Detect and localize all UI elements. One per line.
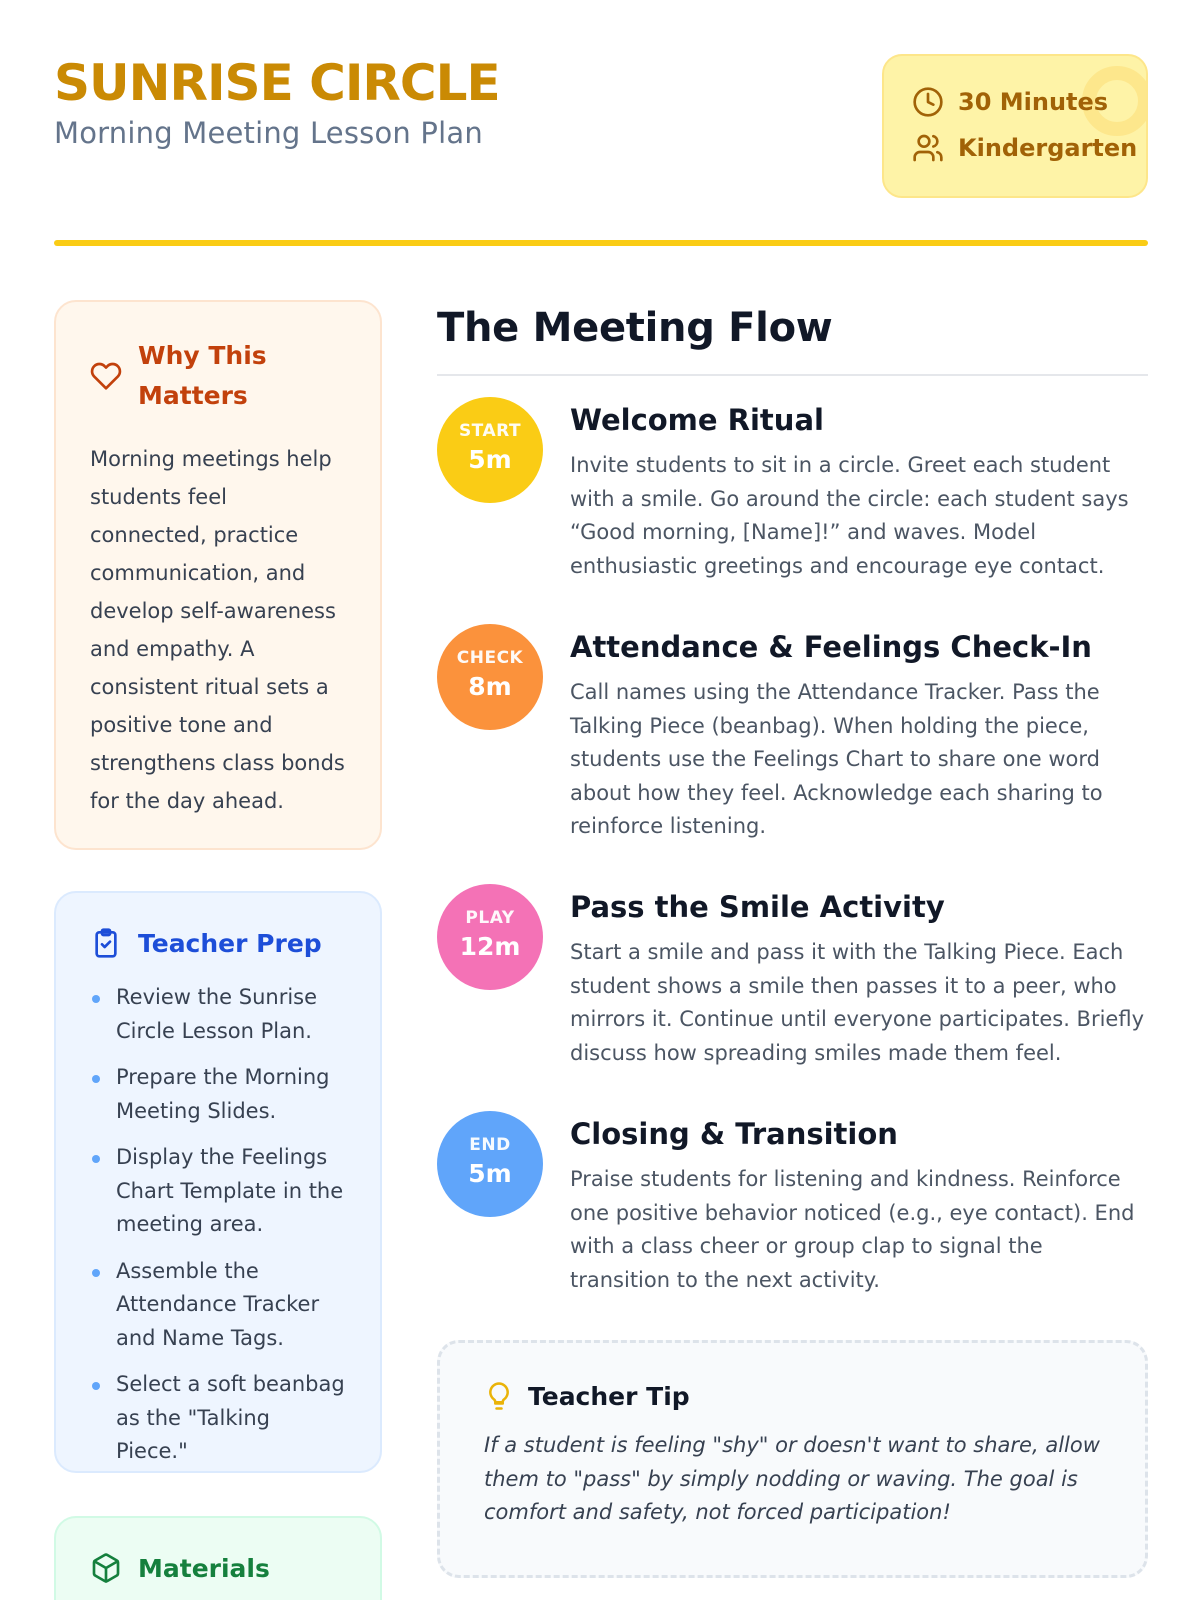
- why-card: [54, 300, 382, 850]
- tip-title: Teacher Tip: [528, 1381, 690, 1411]
- list-item: Select a soft beanbag as the "Talking Piece.": [90, 1368, 348, 1469]
- heart-icon: [90, 360, 122, 392]
- step-title: Closing & Transition: [570, 1117, 898, 1151]
- step-description: Start a smile and pass it with the Talking Piece. Each student shows a smile then passes it to a peer, who mirrors it. Continue until everyone participates. Briefly discuss how spreading smiles made them feel.: [570, 940, 1145, 1065]
- step-badge-label: CHECK: [456, 648, 524, 668]
- step-badge-time: 12m: [459, 932, 521, 961]
- why-text: Morning meetings help students feel connected, practice communication, and develop self-awareness and empathy. A consistent ritual sets a positive tone and strengthens class bonds for the day ahead.: [90, 447, 345, 813]
- why-heading: [90, 336, 348, 416]
- step-badge-label: START: [458, 421, 522, 441]
- teacher-prep-card: [54, 891, 382, 1473]
- grade-info: [912, 132, 1137, 164]
- duration-info: [912, 86, 1108, 118]
- lesson-meta-card: [882, 54, 1148, 198]
- prep-heading: [90, 927, 348, 959]
- step-badge: [437, 884, 543, 990]
- step-badge-time: 5m: [468, 1159, 512, 1188]
- meeting-flow-section: [437, 300, 1148, 376]
- materials-card: [54, 1516, 382, 1600]
- materials-title: Materials: [138, 1553, 270, 1583]
- page-subtitle: Morning Meeting Lesson Plan: [54, 116, 483, 150]
- step-description: Call names using the Attendance Tracker. Pass the Talking Piece (beanbag). When holding the piece, students use the Feelings Chart to share one word about how they feel. Acknowledge each sharing to reinforce listening.: [570, 680, 1103, 838]
- tip-text: If a student is feeling "shy" or doesn't want to share, allow them to "pass" by simply nodding or waving. The goal is comfort and safety, not forced participation!: [484, 1433, 1100, 1524]
- step-title: Attendance & Feelings Check-In: [570, 630, 1092, 664]
- step-description: Praise students for listening and kindness. Reinforce one positive behavior noticed (e.g., eye contact). End with a class cheer or group clap to signal the transition to the next activity.: [570, 1167, 1135, 1292]
- tip-heading: [484, 1381, 1101, 1411]
- step-badge: [437, 397, 543, 503]
- lightbulb-icon: [484, 1381, 514, 1411]
- page-title: SUNRISE CIRCLE: [54, 54, 500, 112]
- step-badge: [437, 1111, 543, 1217]
- package-icon: [90, 1552, 122, 1584]
- list-item: Display the Feelings Chart Template in the meeting area.: [90, 1141, 348, 1242]
- list-item: Review the Sunrise Circle Lesson Plan.: [90, 981, 348, 1048]
- teacher-tip-card: [437, 1340, 1148, 1578]
- step-badge-label: END: [469, 1135, 511, 1155]
- why-title: Why This Matters: [138, 341, 267, 410]
- step-badge: [437, 624, 543, 730]
- step-badge-time: 8m: [468, 672, 512, 701]
- step-badge-time: 5m: [468, 445, 512, 474]
- list-item: Prepare the Morning Meeting Slides.: [90, 1061, 348, 1128]
- materials-heading: [90, 1552, 348, 1584]
- section-title: The Meeting Flow: [437, 300, 1148, 376]
- prep-title: Teacher Prep: [138, 928, 322, 958]
- grade-text: Kindergarten: [958, 134, 1138, 162]
- step-description: Invite students to sit in a circle. Greet each student with a smile. Go around the circle: each student says “Good morning, [Name]!” and waves. Model enthusiastic greetings and encourage eye contact.: [570, 453, 1129, 578]
- step-badge-label: PLAY: [465, 908, 515, 928]
- prep-list: [90, 981, 348, 1469]
- list-item: Assemble the Attendance Tracker and Name Tags.: [90, 1255, 348, 1356]
- step-title: Pass the Smile Activity: [570, 890, 945, 924]
- step-title: Welcome Ritual: [570, 403, 824, 437]
- header-divider: [54, 240, 1148, 246]
- clock-icon: [912, 86, 944, 118]
- users-icon: [912, 132, 944, 164]
- clipboard-check-icon: [90, 927, 122, 959]
- duration-text: 30 Minutes: [958, 88, 1109, 116]
